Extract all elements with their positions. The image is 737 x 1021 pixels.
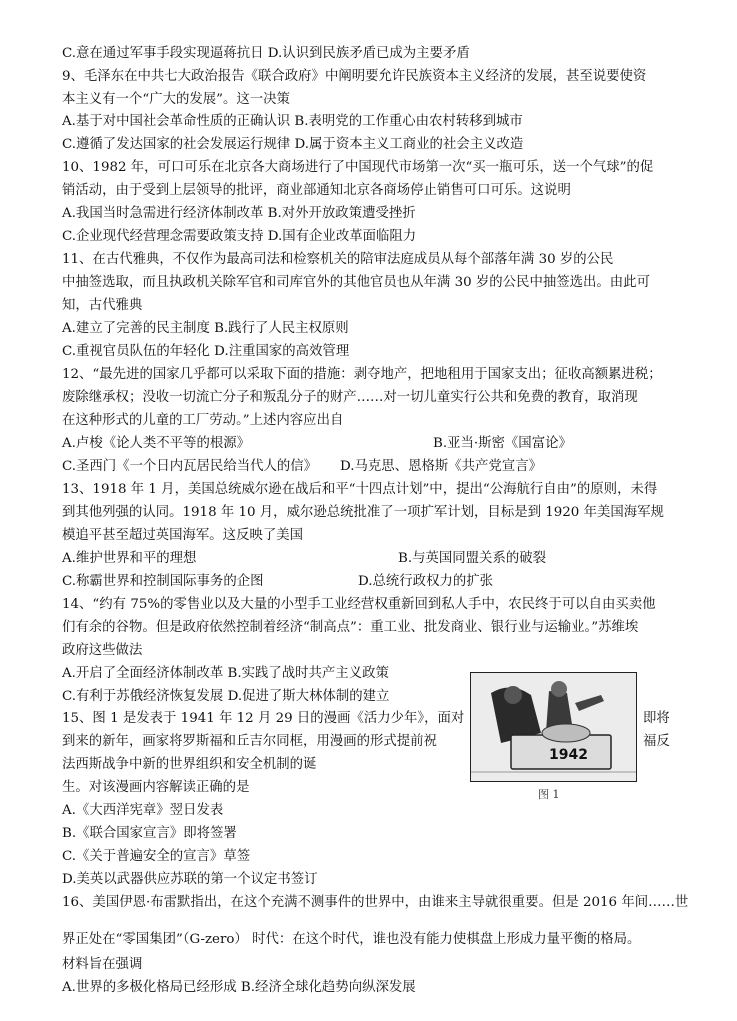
q8-options-cd: C.意在通过军事手段实现逼蒋抗日 D.认识到民族矛盾已成为主要矛盾 [62,46,470,61]
q9-options-cd: C.遵循了发达国家的社会发展运行规律 D.属于资本主义工商业的社会主义改造 [62,137,524,152]
cartoon-year-label: 1942 [549,747,588,763]
q15-option-a: A.《大西洋宪章》翌日发表 [62,803,224,818]
q11-options-ab: A.建立了完善的民主制度 B.践行了人民主权原则 [62,321,349,336]
q14-options-cd: C.有利于苏俄经济恢复发展 D.促进了斯大林体制的建立 [62,689,390,704]
q14-options-ab: A.开启了全面经济体制改革 B.实践了战时共产主义政策 [62,666,389,681]
q13-stem-2: 到其他列强的认同。1918 年 10 月，威尔逊总统批准了一项扩军计划，目标是到 1920 年美国海军规 [62,505,664,520]
q15-option-d: D.美英以武器供应苏联的第一个议定书签订 [62,872,318,887]
q15-stem-3: 法西斯战争中新的世界组织和安全机制的诞 [62,757,317,772]
q12-option-d: D.马克思、恩格斯《共产党宣言》 [340,459,542,474]
cartoon-figure [470,672,637,782]
figure-caption: 图 1 [538,788,560,801]
q14-stem-1: 14、“约有 75%的零售业以及大量的小型手工业经营权重新回到私人手中，农民终于可以自由买卖他 [62,597,656,612]
q13-stem-1: 13、1918 年 1 月，美国总统威尔逊在战后和平“十四点计划”中，提出“公海航行自由”的原则，未得 [62,482,658,497]
q15-stem-4: 生。对该漫画内容解读正确的是 [62,780,250,795]
q12-stem-2: 废除继承权；没收一切流亡分子和叛乱分子的财产……对一切儿童实行公共和免费的教育，取消现 [62,390,638,405]
q15-stem-2-right: 福反 [643,734,670,749]
q14-stem-2: 们有余的谷物。但是政府依然控制着经济“制高点”：重工业、批发商业、银行业与运输业。”苏维埃 [62,620,639,635]
q12-stem-3: 在这种形式的儿童的工厂劳动。”上述内容应出自 [62,413,344,428]
q13-stem-3: 模追平甚至超过英国海军。这反映了美国 [62,528,304,543]
q15-stem-1-right: 即将 [643,711,670,726]
q10-options-ab: A.我国当时急需进行经济体制改革 B.对外开放政策遭受挫折 [62,206,416,221]
q12-option-b: B.亚当·斯密《国富论》 [433,436,572,451]
q11-stem-2: 中抽签选取，而且执政机关除军官和司库官外的其他官员也从年满 30 岁的公民中抽签选出。由此可 [62,275,650,290]
q11-stem-1: 11、在古代雅典，不仅作为最高司法和检察机关的陪审法庭成员从每个部落年满 30 岁的公民 [62,252,614,267]
q16-options-ab: A.世界的多极化格局已经形成 B.经济全球化趋势向纵深发展 [62,980,416,995]
q11-options-cd: C.重视官员队伍的年轻化 D.注重国家的高效管理 [62,344,350,359]
q9-stem-1: 9、毛泽东在中共七大政治报告《联合政府》中阐明要允许民族资本主义经济的发展，甚至说要使资 [62,69,647,84]
q13-option-a: A.维护世界和平的理想 [62,551,197,566]
q10-stem-1: 10、1982 年，可口可乐在北京各大商场进行了中国现代市场第一次“买一瓶可乐，送一个气球”的促 [62,160,654,175]
q13-option-d: D.总统行政权力的扩张 [358,574,494,589]
q15-option-b: B.《联合国家宣言》即将签署 [62,826,237,841]
q12-stem-1: 12、“最先进的国家几乎都可以采取下面的措施：剥夺地产，把地租用于国家支出；征收高额累进税； [62,367,662,382]
q16-stem-1: 16、美国伊恩·布雷默指出，在这个充满不测事件的世界中，由谁来主导就很重要。但是 2016 年间……世 [62,895,689,910]
q9-stem-2: 本主义有一个“广大的发展”。这一决策 [62,92,290,107]
q14-stem-3: 政府这些做法 [62,643,143,658]
q9-options-ab: A.基于对中国社会革命性质的正确认识 B.表明党的工作重心由农村转移到城市 [62,114,523,129]
q13-option-b: B.与英国同盟关系的破裂 [398,551,547,566]
q15-stem-2: 到来的新年，画家将罗斯福和丘吉尔同框，用漫画的形式提前祝 [62,734,437,749]
q12-option-c: C.圣西门《一个日内瓦居民给当代人的信》 [62,459,318,474]
q16-stem-3: 材料旨在强调 [62,957,143,972]
q11-stem-3: 知，古代雅典 [62,298,143,313]
q15-stem-1: 15、图 1 是发表于 1941 年 12 月 29 日的漫画《活力少年》，面对 [62,711,465,726]
q16-stem-2: 界正处在“零国集团”（G-zero） 时代：在这个时代，谁也没有能力使棋盘上形成力量平衡的格局。 [62,932,641,947]
q10-options-cd: C.企业现代经营理念需要政策支持 D.国有企业改革面临阻力 [62,229,417,244]
q12-option-a: A.卢梭《论人类不平等的根源》 [62,436,251,451]
q13-option-c: C.称霸世界和控制国际事务的企图 [62,574,264,589]
q10-stem-2: 销活动，由于受到上层领导的批评，商业部通知北京各商场停止销售可口可乐。这说明 [62,183,571,198]
q15-option-c: C.《关于普遍安全的宣言》草签 [62,849,251,864]
cartoon-illustration [471,673,636,781]
